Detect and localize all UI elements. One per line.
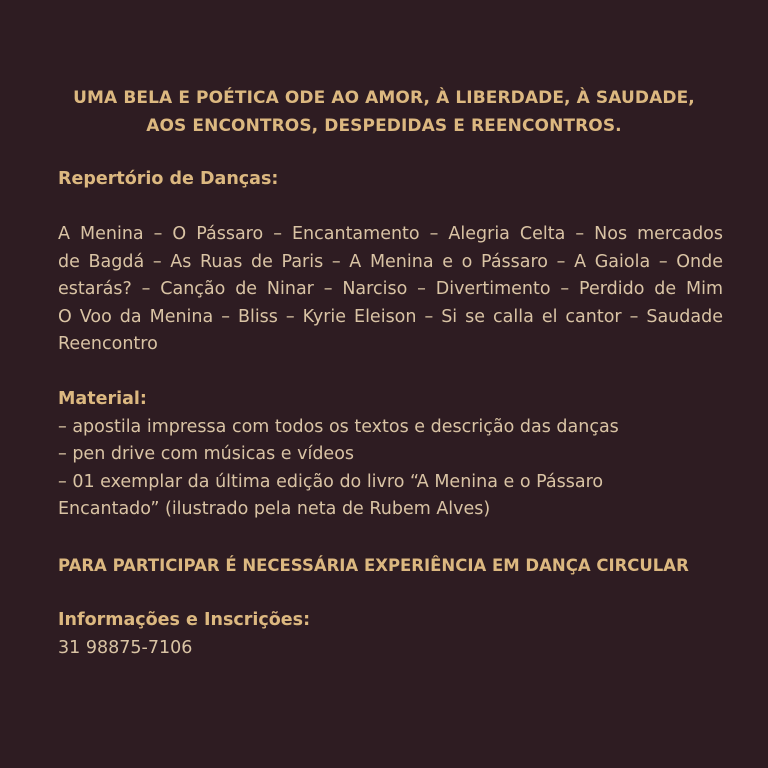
repertoire-line: O Voo da Menina – Bliss – Kyrie Eleison – Si se calla el cantor – Saudade [58, 306, 723, 327]
repertoire-line: A Menina – O Pássaro – Encantamento – Alegria Celta – Nos mercados [58, 224, 723, 244]
material-item: Encantado” (ilustrado pela neta de Rubem Alves) [58, 499, 491, 519]
info-title: Informações e Inscrições: [58, 610, 311, 630]
repertoire-line: estarás? – Canção de Ninar – Narciso – Divertimento – Perdido de Mim [58, 279, 723, 299]
material-item: – 01 exemplar da última edição do livro “A Menina e o Pássaro [58, 471, 604, 492]
info-section [58, 607, 728, 662]
repertoire-title: Repertório de Danças: [58, 169, 279, 189]
repertoire-list [58, 221, 723, 359]
headline-line-2: AOS ENCONTROS, DESPEDIDAS E REENCONTROS. [146, 116, 622, 136]
material-item: – pen drive com músicas e vídeos [58, 444, 355, 464]
participation-notice: PARA PARTICIPAR É NECESSÁRIA EXPERIÊNCIA EM DANÇA CIRCULAR [58, 556, 689, 575]
headline-line-1: UMA BELA E POÉTICA ODE AO AMOR, À LIBERDADE, À SAUDADE, [73, 88, 695, 108]
phone-number: 31 98875-7106 [58, 637, 193, 658]
headline [40, 84, 728, 140]
material-item: – apostila impressa com todos os textos e descrição das danças [58, 416, 619, 437]
repertoire-line: de Bagdá – As Ruas de Paris – A Menina e o Pássaro – A Gaiola – Onde [58, 251, 723, 272]
repertoire-line: Reencontro [58, 334, 158, 354]
material-title: Material: [58, 389, 147, 409]
material-section [58, 386, 728, 524]
